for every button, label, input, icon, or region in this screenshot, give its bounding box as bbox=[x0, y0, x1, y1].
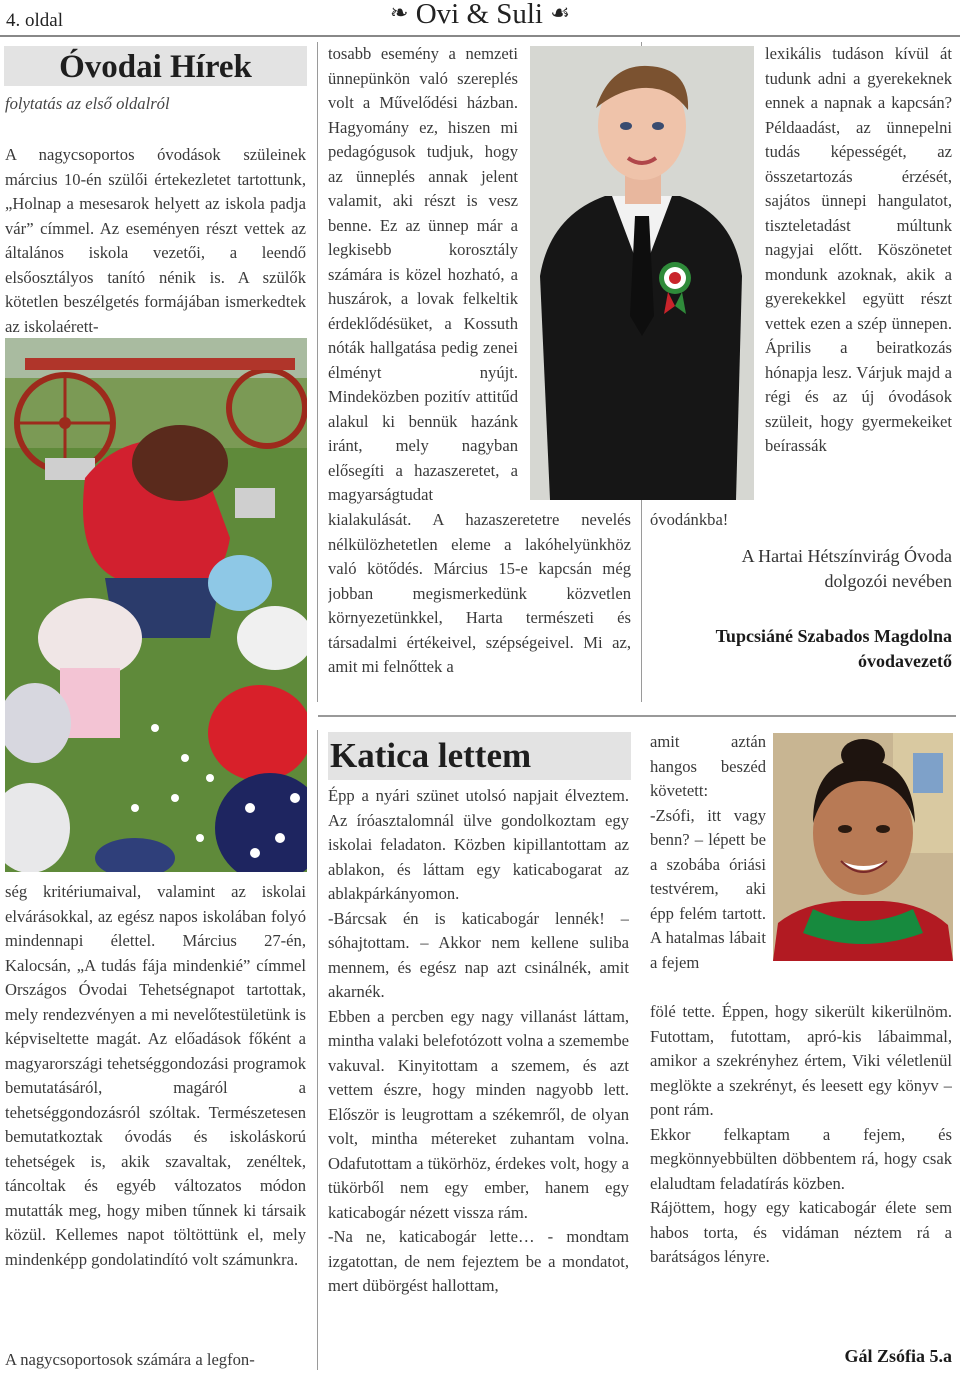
ovodai-col2-overflow bbox=[328, 508, 631, 704]
girl-portrait-photo bbox=[773, 733, 953, 961]
katica-col1: Épp a nyári szünet utolsó napjait élveztem. Az íróasztalomnál ülve gondolkoztam egy iskolai feladaton. Közben kipillantottam az ablakon, és láttam egy katicabogarat az ablakpárkányomon. -Bárcsak én is katicabogár lennék! – sóhajtottam. – Akkor nem kellene suliba mennem, és egész nap azt csinálnék, amit akarnék. Ebben a percben egy nagy villanást láttam, mintha valaki belefotózott volna a szemembe vakuval. Kinyitottam a szemem, és azt vettem észre, hogy minden nagyobb lett. Először is leugrottam a székemről, de olyan volt, mintha métereket zuhantam volna. Odafutottam a tükörhöz, érdekes volt, hogy a tükörből nem egy ember, hanem egy katicabogár nézett vissza rám. -Na ne, katicabogár lette… - mondtam izgatottan, de nem fejeztem be a mondatot, mert dübörgést hallottam, bbox=[328, 786, 629, 1295]
ornament-right-icon: ☙ bbox=[550, 0, 570, 25]
continued-note: folytatás az első oldalról bbox=[5, 94, 170, 113]
ovodai-col2-text: tosabb esemény a nemzeti ünnepünkön való szereplés volt a Művelődési házban. Hagyomány ez, hiszen mi pedagógusok tudjuk, hogy az ünneplés annak jelent valamit, aki részt is vesz benne. Ez az ünnep már a legkisebb korosztály számára is közel hozható, a huszárok, a lovak felkeltik érdeklődésüket, a Kossuth nóták hallgatása pedig zenei élményt nyújt. Mindeközben pozitív attitűd alakul ki bennük hazánk iránt, mely nagyban elősegíti a hazaszeretet, a magyarságtudat bbox=[328, 44, 518, 504]
section-title: Ovi & Suli bbox=[415, 0, 543, 30]
signoff-name: Tupcsiáné Szabados Magdolna bbox=[715, 626, 952, 646]
katica-heading: Katica lettem bbox=[330, 736, 532, 775]
katica-heading-bar bbox=[328, 732, 631, 780]
kindergarten-garden-photo bbox=[5, 338, 307, 872]
katica-col2-narrow: amit aztán hangos beszéd követett: -Zsófi, itt vagy benn? – lépett be a szobába óriási testvérem, aki épp felém tartott. A hatalmas lábait a fejem bbox=[650, 732, 766, 972]
page-number: 4. oldal bbox=[6, 10, 63, 31]
signoff-role: óvodavezető bbox=[858, 651, 952, 671]
ovodai-col1-last: A nagycsoportosok számára a legfon- bbox=[5, 1350, 255, 1369]
ovodai-col2-narrow bbox=[328, 42, 518, 508]
ovodai-heading-bar bbox=[4, 46, 307, 86]
ovodai-heading: Óvodai Hírek bbox=[59, 49, 252, 85]
ornament-left-icon: ❧ bbox=[390, 0, 409, 25]
katica-col2-wide: fölé tette. Éppen, hogy sikerült kikerülnöm. Futottam, futottam, apró-kis lábaimmal, amikor a szekrényhez értem, Viki véletlenül meglökte a szekrényt, és leesett egy könyv – pont rám. Ekkor felkaptam a fejem, és megkönnyebbülten döbbentem rá, hogy csak elaludtam feladatírás közben. Rájöttem, hogy egy katicabogár élete sem habos torta, és vidáman néztem rá a barátságos lényre. bbox=[650, 1002, 952, 1266]
ovodai-col2-continuation: kialakulását. A hazaszeretetre nevelés nélkülözhetetlen eleme a lakóhelyünkhöz való kötődés. Március 15-e kapcsán még jobban megismerkedünk közvetlen környezetünkkel, Harta természeti és társadalmi értékeivel, szépségeivel. Mi az, amit mi felnőttek a bbox=[328, 510, 631, 676]
column-divider-1 bbox=[317, 42, 318, 702]
katica-author: Gál Zsófia 5.a bbox=[844, 1346, 952, 1366]
boy-in-suit-photo bbox=[530, 46, 754, 500]
section-header bbox=[0, 0, 960, 31]
signoff-organization: A Hartai Hétszínvirág Óvoda dolgozói nevében bbox=[741, 546, 952, 591]
ovodai-col1-bottom: ség kritériumaival, valamint az iskolai elvárásokkal, az egész napos iskolában folyó mindennapi élettel. Március 27-én, Kalocsán, „A tudás fája mindenkié” címmel Országos Óvodai Tehetségnapot tartottak, mely rendezvényen a mi nevelőtestületünk is képviseltette magát. Az előadások főként a magyarországi tehetséggondozási programok bemutatásáról, magáról a tehetséggondozásról szóltak. Természetesen bemutatkoztak óvodás és iskoláskorú tehetségek is, akik szavaltak, zenéltek, táncoltak és egyéb változatos módon mutatták meg, hogy miben tűnnek ki társaik közül. Kellemes napot töltöttünk el, mely mindenképp gondolatindító volt számunkra. bbox=[5, 882, 306, 1269]
header-rule bbox=[0, 35, 960, 37]
ovodai-col3: lexikális tudáson kívül át tudunk adni a gyerekeknek ennek a napnak a kapcsán? Példaadást, az ünnepelni tudás képességét, az összetartozás érzését, sajátos ünnepi hangulatot, tiszteletadást múltunk nagyjai előtt. Köszönetet mondunk azoknak, akik a gyerekekkel együtt részt vettek ezen a szép ünnepen. Április a beiratkozás hónapja lesz. Várjuk majd a régi és az új óvodások szüleit, hogy gyermekeiket beírassák bbox=[765, 44, 952, 455]
ovodai-col3-end: óvodánkba! bbox=[650, 510, 729, 529]
article-divider bbox=[318, 715, 956, 717]
ovodai-col1-top: A nagycsoportos óvodások szüleinek március 10-én szülői értekezletet tartottunk, „Holnap a mesesarok helyett az iskola padja vár” címmel. Az eseményen részt vettek az általános iskola vezetői, a leendő elsőosztályos tanító nénik is. A szülők kötetlen beszélgetés formájában ismerkedtek az iskolaérett- bbox=[5, 145, 306, 336]
column-divider-3 bbox=[317, 730, 318, 1370]
